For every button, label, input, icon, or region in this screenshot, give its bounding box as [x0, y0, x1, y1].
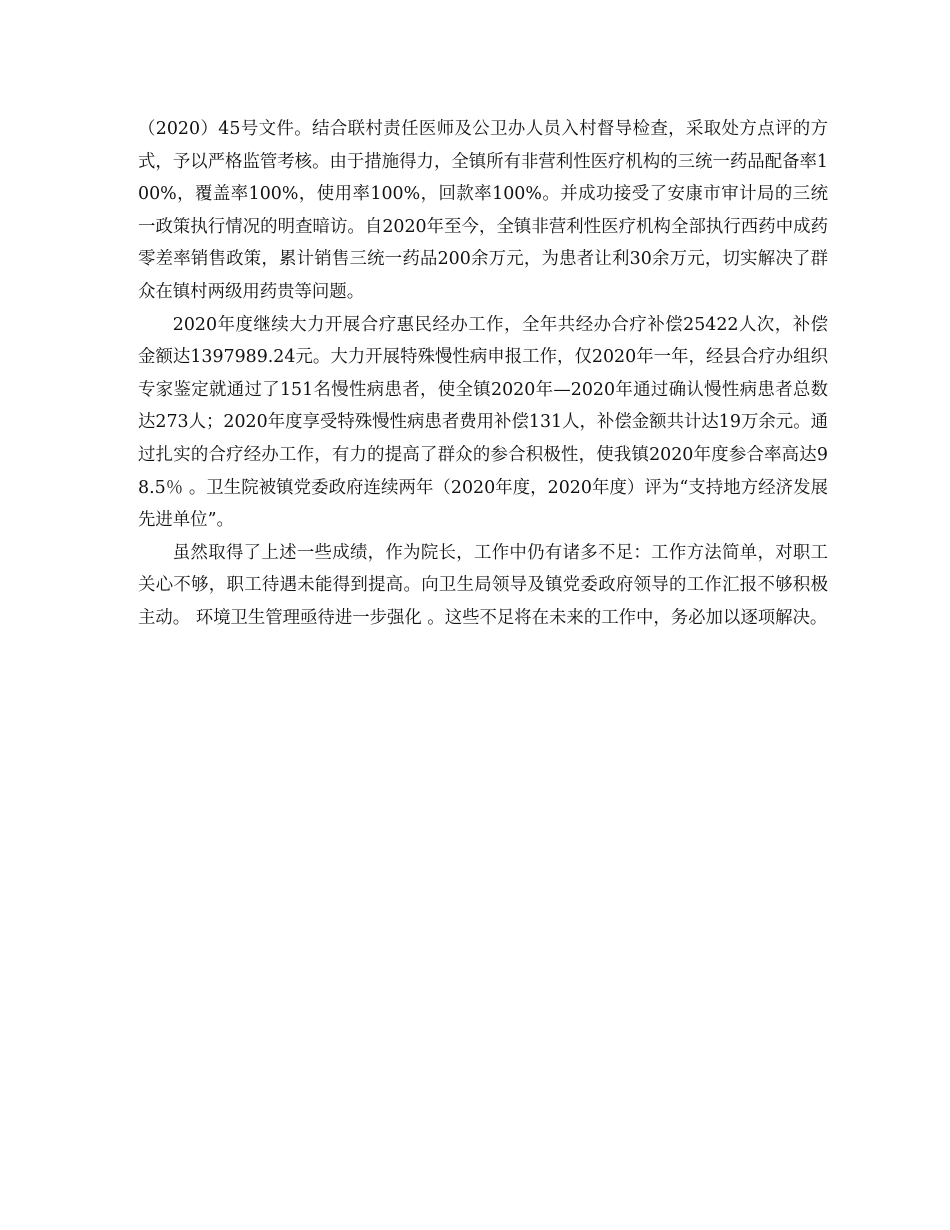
paragraph-shortcomings: 虽然取得了上述一些成绩，作为院长，工作中仍有诸多不足：工作方法简单，对职工关心不够，职工待遇未能得到提高。向卫生局领导及镇党委政府领导的工作汇报不够积极主动。 环境卫生管理亟待进一步强化 。这些不足将在未来的工作中，务必加以逐项解决。 [138, 542, 828, 628]
document-body [138, 113, 828, 635]
paragraph-cooperative-medical: 2020年度继续大力开展合疗惠民经办工作，全年共经办合疗补偿25422人次，补偿金额达1397989.24元。大力开展特殊慢性病申报工作，仅2020年一年，经县合疗办组织专家鉴定就通过了151名慢性病患者，使全镇2020年—2020年通过确认慢性病患者总数达273人；2020年度享受特殊慢性病患者费用补偿131人，补偿金额共计达19万余元。通过扎实的合疗经办工作，有力的提高了群众的参合积极性，使我镇2020年度参合率高达98.5％ 。卫生院被镇党委政府连续两年（2020年度，2020年度）评为“支持地方经济发展先进单位”。 [138, 314, 828, 531]
paragraph-medicine-policy: （2020）45号文件。结合联村责任医师及公卫办人员入村督导检查，采取处方点评的方式，予以严格监管考核。由于措施得力，全镇所有非营利性医疗机构的三统一药品配备率100%，覆盖率100%，使用率100%，回款率100%。并成功接受了安康市审计局的三统一政策执行情况的明查暗访。自2020年至今，全镇非营利性医疗机构全部执行西药中成药零差率销售政策，累计销售三统一药品200余万元，为患者让利30余万元，切实解决了群众在镇村两级用药贵等问题。 [138, 119, 828, 302]
